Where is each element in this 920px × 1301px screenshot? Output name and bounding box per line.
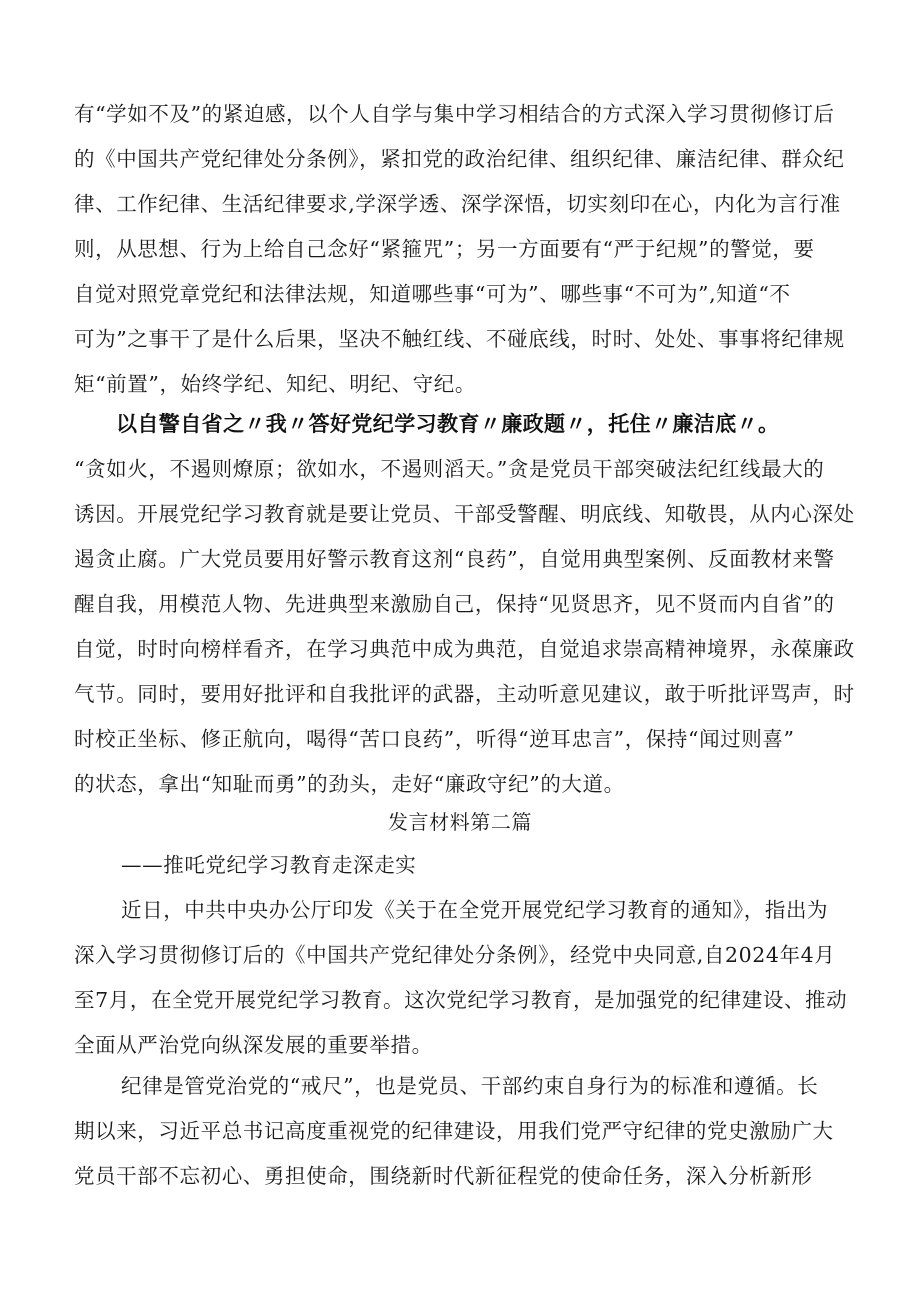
text-line: 矩“前置”，始终学纪、知纪、明纪、守纪。 bbox=[74, 372, 476, 396]
text-line: 自觉，时时向榜样看齐，在学习典范中成为典范，自觉追求崇高精神境界，永葆廉政 bbox=[74, 637, 855, 661]
text-line: 近日，中共中央办公厅印发《关于在全党开展党纪学习教育的通知》，指出为 bbox=[121, 898, 829, 922]
text-line: 的《中国共产党纪律处分条例》，紧扣党的政治纪律、组织纪律、廉洁纪律、群众纪 bbox=[74, 147, 845, 171]
subtitle: ——推吒党纪学习教育走深走实 bbox=[121, 853, 417, 877]
paragraph-3 bbox=[74, 888, 870, 1068]
text-line: 醒自我，用模范人物、先进典型来激励自己，保持“见贤思齐，见不贤而内自省”的 bbox=[74, 592, 835, 616]
text-line: 有“学如不及”的紧迫感，以个人自学与集中学习相结合的方式深入学习贯彻修订后 bbox=[74, 102, 835, 126]
text-line: “贪如火，不遏则燎原；欲如水，不遏则滔天。”贪是党员干部突破法纪红线最大的 bbox=[74, 457, 825, 481]
text-line: 党员干部不忘初心、勇担使命，围绕新时代新征程党的使命任务，深入分析新形 bbox=[74, 1164, 813, 1188]
text-line: 可为”之事干了是什么后果，坚决不触红线、不碰底线，时时、处处、事事将纪律规 bbox=[74, 327, 845, 351]
text-line: 的状态，拿出“知耻而勇”的劲头，走好“廉政守纪”的大道。 bbox=[74, 772, 625, 796]
section-title: 发言材料第二篇 bbox=[387, 810, 533, 834]
paragraph-2 bbox=[74, 447, 870, 807]
text-line: 律、工作纪律、生活纪律要求,学深学透、深学深悟，切实刻印在心，内化为言行准 bbox=[74, 192, 841, 216]
paragraph-4 bbox=[74, 1064, 870, 1199]
text-line: 至7月，在全党开展党纪学习教育。这次党纪学习教育，是加强党的纪律建设、推动 bbox=[74, 988, 848, 1012]
text-line: 则，从思想、行为上给自己念好“紧箍咒”；另一方面要有“严于纪规”的警觉，要 bbox=[74, 237, 815, 261]
text-line: 纪律是管党治党的“戒尺”，也是党员、干部约束自身行为的标准和遵循。长 bbox=[121, 1074, 819, 1098]
text-line: 自觉对照党章党纪和法律法规，知道哪些事“可为”、哪些事“不可为”,知道“不 bbox=[74, 282, 791, 306]
text-line: 期以来，习近平总书记高度重视党的纪律建设，用我们党严守纪律的党史激励广大 bbox=[74, 1119, 834, 1143]
text-line: 气节。同时，要用好批评和自我批评的武器，主动听意见建议，敢于听批评骂声，时 bbox=[74, 682, 855, 706]
paragraph-1 bbox=[74, 92, 870, 407]
text-line: 时校正坐标、修正航向，喝得“苦口良药”，听得“逆耳忠言”，保持“闻过则喜” bbox=[74, 727, 795, 751]
bold-section-heading: 以自警自省之〃我〃答好党纪学习教育〃廉政题〃，托住〃廉洁底〃。 bbox=[116, 412, 780, 436]
text-line: 遏贪止腐。广大党员要用好警示教育这剂“良药”，自觉用典型案例、反面教材来警 bbox=[74, 547, 835, 571]
text-line: 诱因。开展党纪学习教育就是要让党员、干部受警醒、明底线、知敬畏，从内心深处 bbox=[74, 502, 855, 526]
text-line: 全面从严治党向纵深发展的重要举措。 bbox=[74, 1033, 433, 1057]
text-line: 深入学习贯彻修订后的《中国共产党纪律处分条例》，经党中央同意,自2024年4月 bbox=[74, 943, 836, 967]
